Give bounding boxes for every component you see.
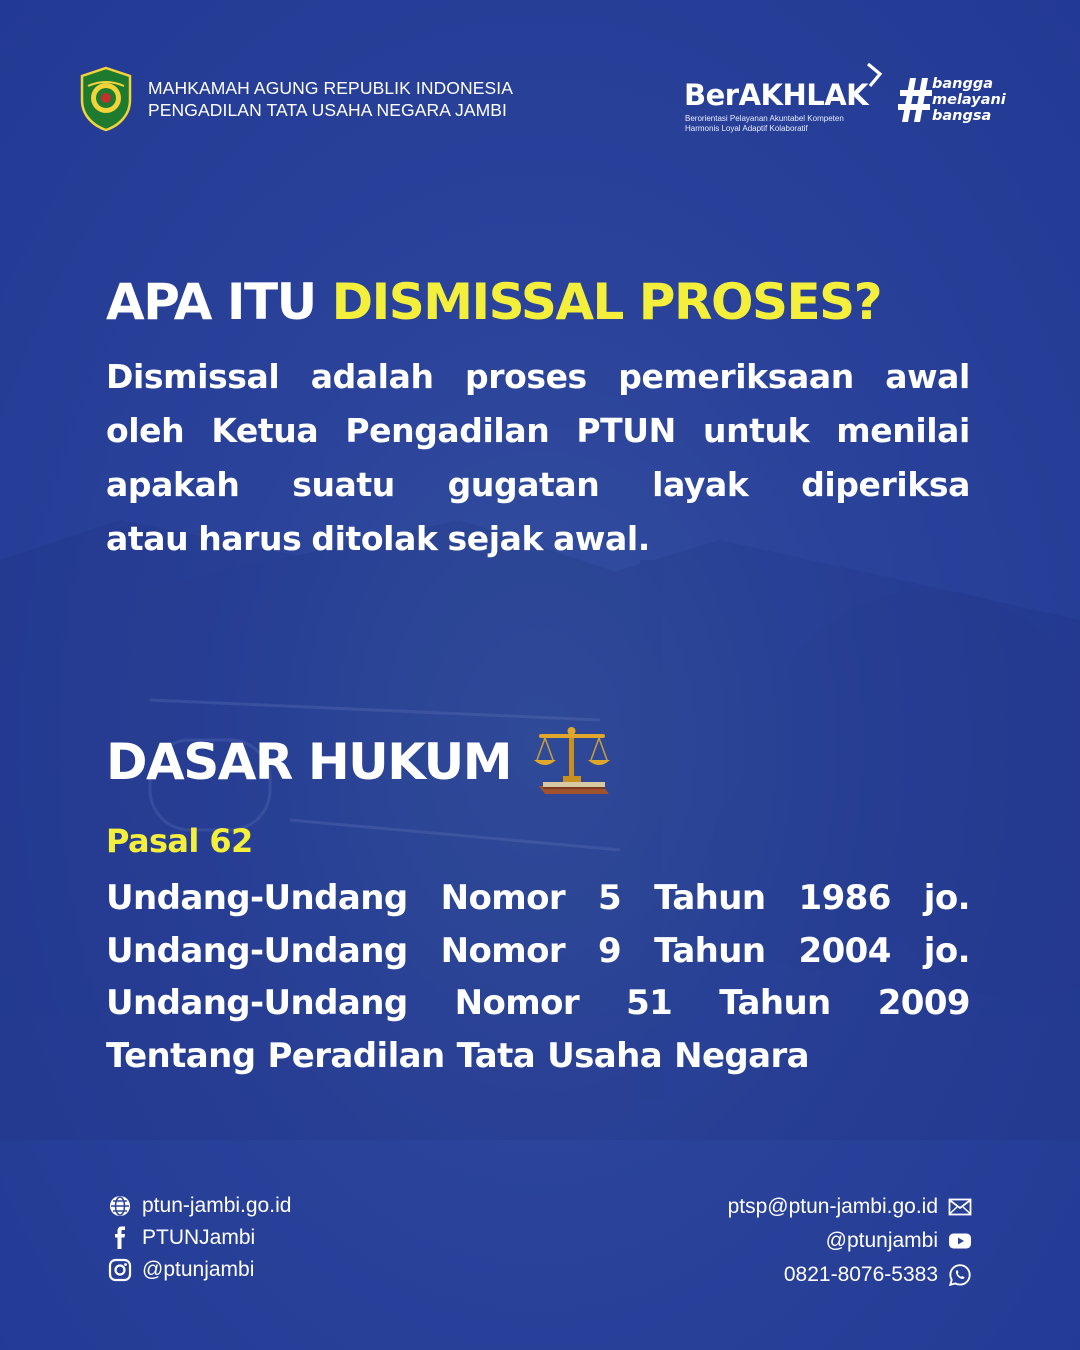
word: awal. (553, 519, 650, 558)
word: Undang-Undang (106, 983, 408, 1023)
word: Usaha (547, 1035, 663, 1076)
youtube-icon (948, 1229, 972, 1253)
youtube-contact[interactable] (728, 1224, 972, 1258)
email-link[interactable]: ptsp@ptun-jambi.go.id (727, 1195, 938, 1218)
globe-icon (108, 1194, 132, 1218)
scales-of-justice-icon (529, 722, 617, 802)
facebook-contact[interactable] (108, 1222, 291, 1254)
word: Ketua (211, 411, 319, 450)
word: menilai (836, 411, 970, 450)
whatsapp-icon (948, 1263, 972, 1287)
paragraph-line (106, 404, 970, 458)
law-line (106, 1030, 970, 1083)
word: 2004 (798, 930, 891, 971)
paragraph-line (106, 350, 970, 404)
word: Peradilan (267, 1035, 445, 1076)
hashtag-word-3: bangsa (932, 108, 992, 124)
footer-left-contacts (108, 1190, 291, 1286)
word: Nomor (454, 983, 580, 1023)
law-line (106, 872, 970, 925)
bangga-melayani-bangsa-logo (898, 76, 1008, 136)
word: gugatan (447, 465, 600, 504)
berakhlak-tagline-1: Berorientasi Pelayanan Akuntabel Kompeten (685, 114, 844, 123)
word: suatu (292, 465, 395, 504)
word: apakah (106, 465, 240, 504)
paragraph-line (106, 458, 970, 512)
word: Pengadilan (345, 411, 550, 450)
word: PTUN (576, 411, 676, 450)
word: 2009 (877, 983, 970, 1023)
hashtag-icon (898, 76, 934, 124)
whatsapp-number[interactable]: 0821-8076-5383 (783, 1263, 938, 1286)
institution-line-2: PENGADILAN TATA USAHA NEGARA JAMBI (148, 100, 508, 120)
email-contact[interactable] (728, 1190, 972, 1224)
word: oleh (106, 411, 185, 450)
mahkamah-agung-emblem-icon (78, 66, 134, 132)
berakhlak-wordmark: BerAKHLAK (684, 78, 869, 112)
word: untuk (702, 411, 810, 450)
legal-basis-text (106, 872, 970, 1082)
hashtag-word-1: bangga (932, 76, 994, 92)
word: jo. (923, 878, 970, 918)
envelope-icon (948, 1195, 972, 1219)
word: Dismissal (106, 357, 280, 396)
word: Nomor (440, 930, 565, 971)
definition-paragraph (106, 350, 970, 566)
title-highlight: DISMISSAL PROSES? (331, 273, 882, 331)
word: Tata (456, 1035, 536, 1076)
whatsapp-contact[interactable] (728, 1258, 972, 1292)
word: Nomor (440, 878, 565, 918)
article-number: Pasal 62 (106, 822, 253, 860)
word: sejak (447, 519, 544, 558)
word: 51 (626, 983, 673, 1023)
word: ditolak (311, 519, 438, 558)
word: layak (652, 465, 749, 504)
instagram-link[interactable]: @ptunjambi (142, 1258, 255, 1281)
law-line (106, 977, 970, 1030)
word: pemeriksaan (618, 357, 854, 396)
title-prefix: APA ITU (106, 273, 316, 331)
word: Negara (674, 1035, 810, 1076)
facebook-link[interactable]: PTUNJambi (142, 1226, 256, 1249)
word: harus (198, 519, 302, 558)
footer-right-contacts (728, 1190, 972, 1292)
website-link[interactable]: ptun-jambi.go.id (142, 1194, 292, 1217)
word: 5 (598, 878, 622, 918)
institution-line-1: MAHKAMAH AGUNG REPUBLIK INDONESIA (148, 78, 514, 98)
section-title-text: DASAR HUKUM (106, 733, 511, 791)
word: Tahun (654, 878, 766, 918)
website-contact[interactable] (108, 1190, 291, 1222)
word: awal (885, 357, 970, 396)
word: atau (106, 519, 189, 558)
paragraph-line (106, 512, 970, 566)
youtube-link[interactable]: @ptunjambi (825, 1229, 938, 1252)
berakhlak-tagline-2: Harmonis Loyal Adaptif Kolaboratif (685, 124, 808, 133)
word: Tentang (106, 1035, 256, 1076)
section-heading (106, 722, 617, 802)
word: Tahun (654, 930, 766, 971)
word: 9 (598, 930, 622, 971)
word: Tahun (719, 983, 831, 1023)
word: 1986 (798, 878, 891, 918)
institution-header (78, 66, 513, 132)
instagram-contact[interactable] (108, 1254, 291, 1286)
berakhlak-logo (684, 62, 894, 142)
word: adalah (310, 357, 434, 396)
hashtag-word-2: melayani (932, 92, 1006, 108)
word: Undang-Undang (106, 878, 408, 918)
instagram-icon (108, 1258, 132, 1282)
word: Undang-Undang (106, 930, 408, 971)
word: jo. (923, 930, 970, 971)
page-title (106, 270, 881, 334)
word: proses (464, 357, 587, 396)
word: diperiksa (801, 465, 970, 504)
law-line (106, 925, 970, 978)
facebook-icon (108, 1226, 132, 1250)
